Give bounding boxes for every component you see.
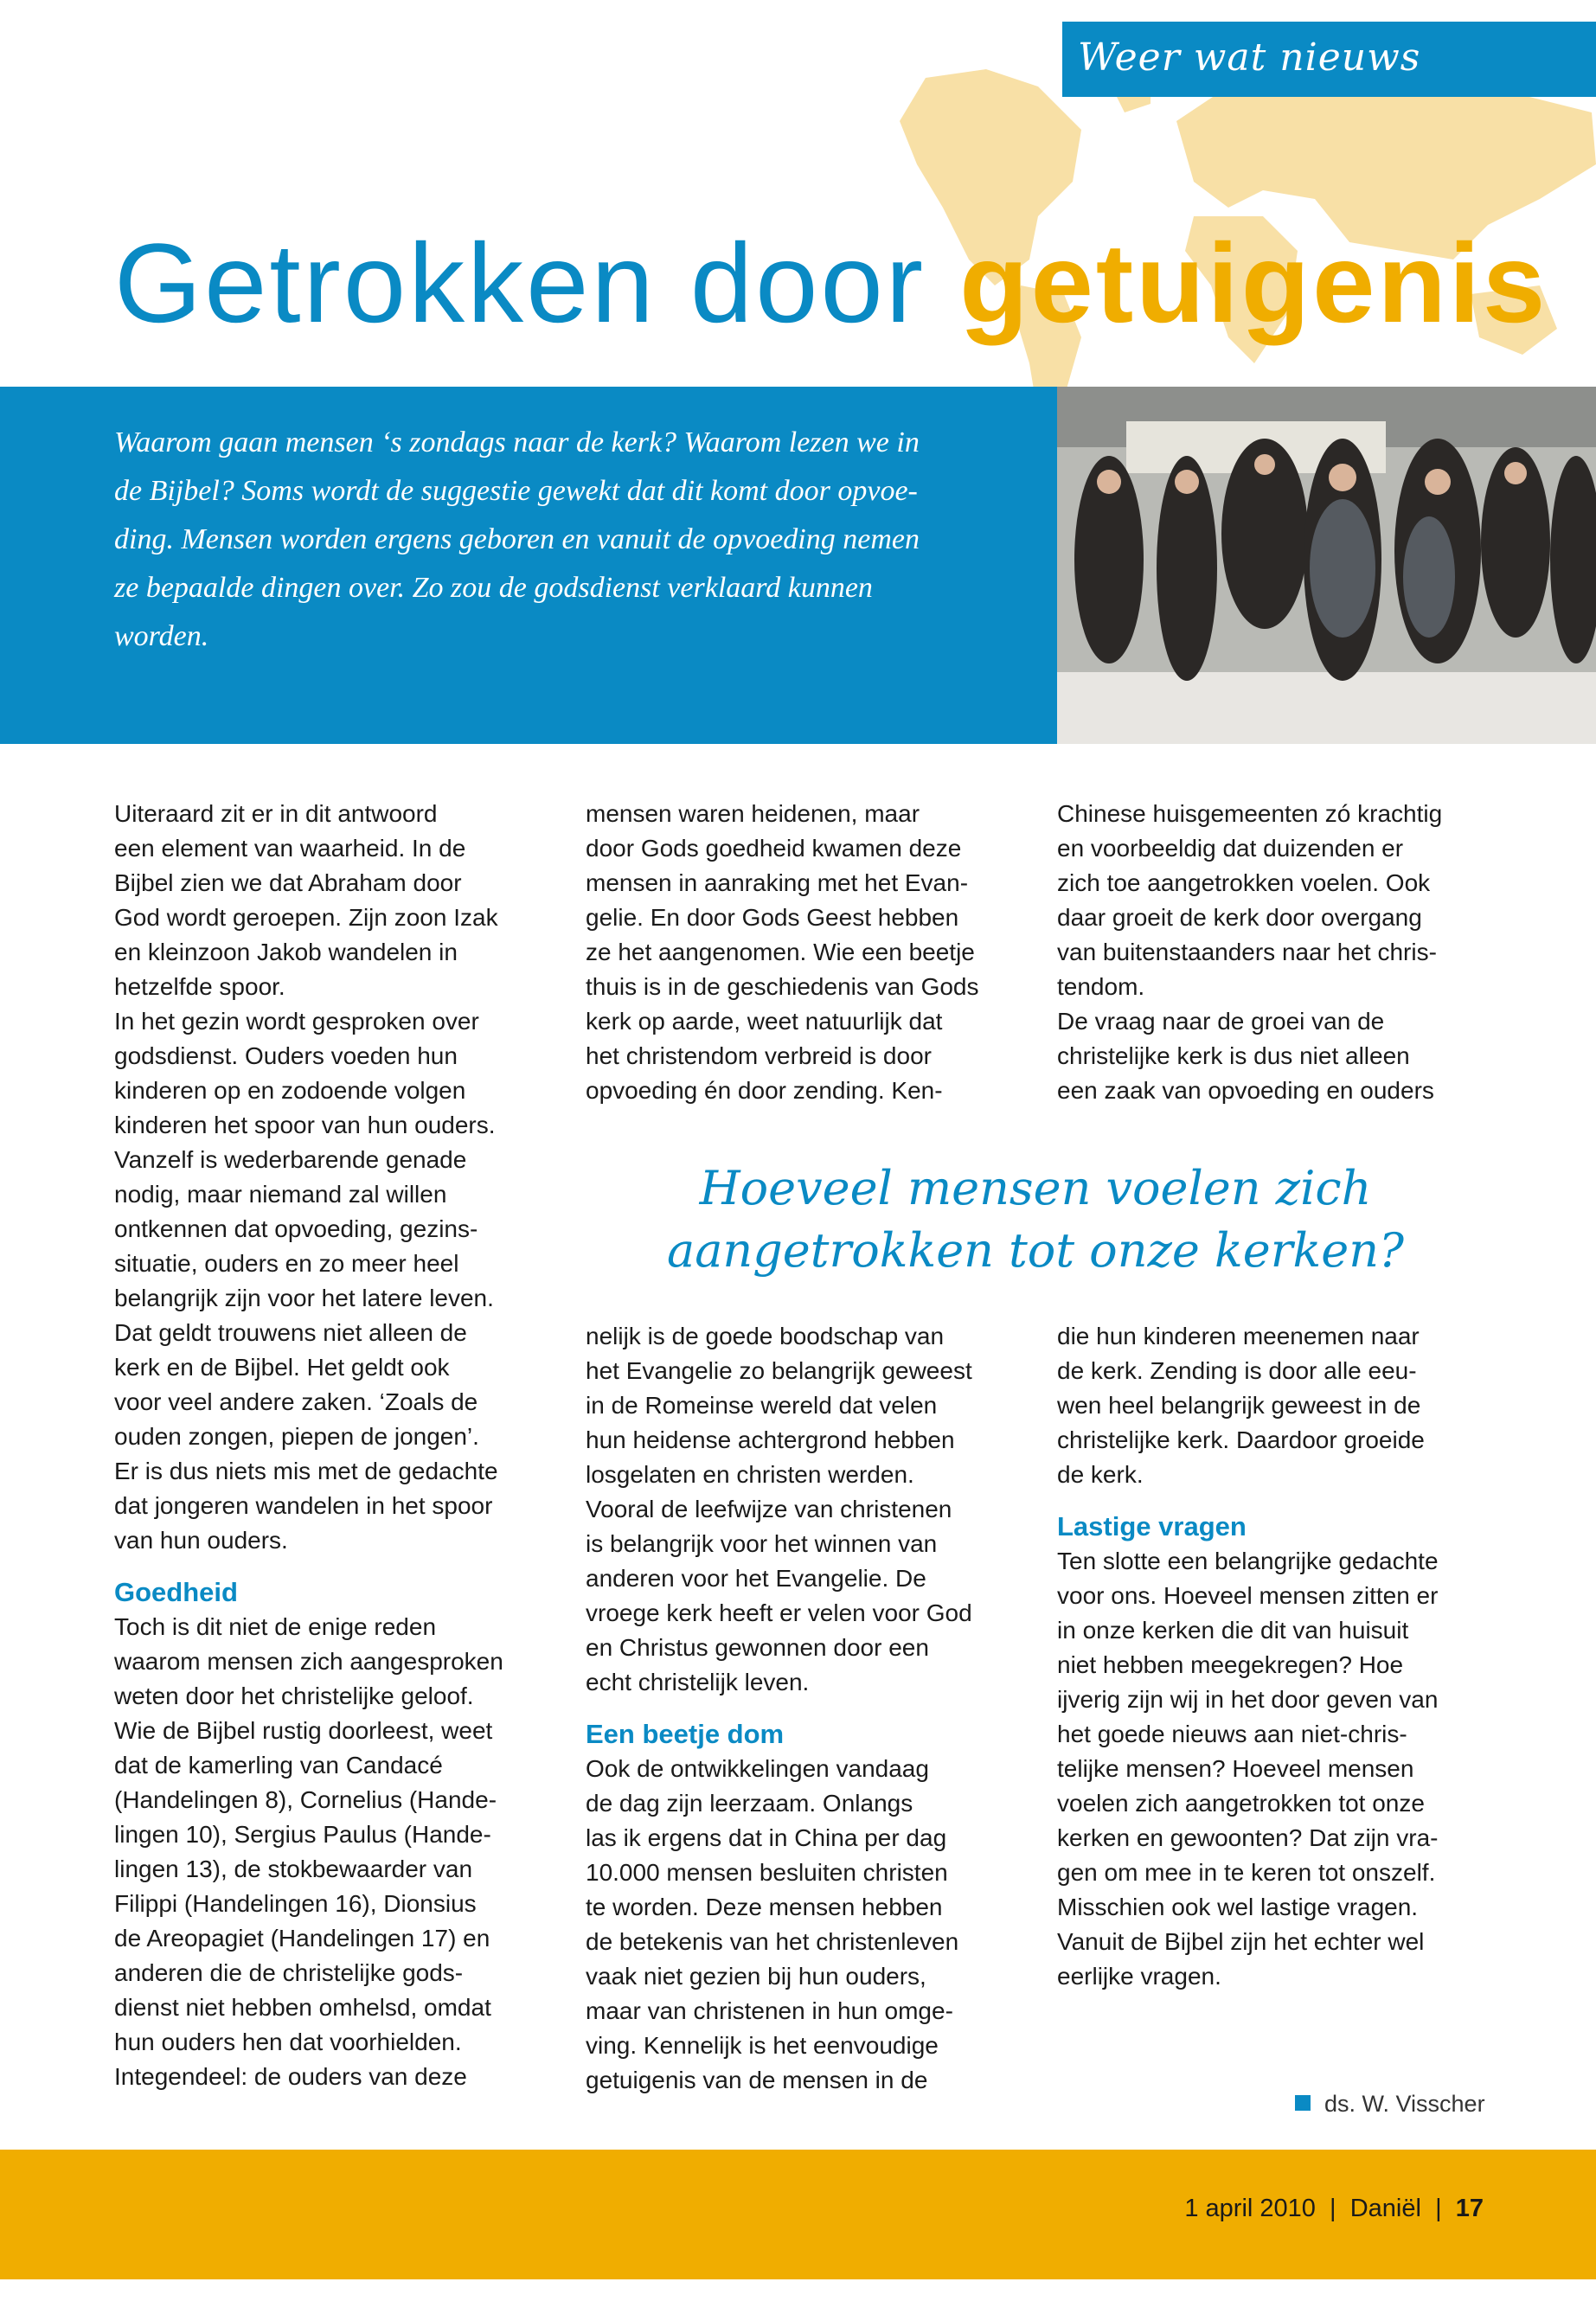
intro-line: worden. [114, 620, 209, 652]
text-line: de Areopagiet (Handelingen 17) en [114, 1925, 490, 1952]
column-3-bottom [1057, 1319, 1439, 1994]
text-line: belangrijk zijn voor het latere leven. [114, 1285, 494, 1311]
text-line: voor veel andere zaken. ‘Zoals de [114, 1388, 478, 1415]
text-line: hetzelfde spoor. [114, 973, 285, 1000]
page-number: 17 [1455, 2195, 1484, 2222]
text-line: weten door het christelijke geloof. [114, 1682, 474, 1709]
text-line: gelie. En door Gods Geest hebben [586, 904, 959, 931]
text-line: getuigenis van de mensen in de [586, 2067, 928, 2093]
author-name: ds. W. Visscher [1324, 2091, 1485, 2117]
text-line: is belangrijk voor het winnen van [586, 1530, 938, 1557]
text-line: thuis is in de geschiedenis van Gods [586, 973, 979, 1000]
text-line: Toch is dit niet de enige reden [114, 1613, 437, 1640]
intro-text [114, 419, 1031, 661]
text-line: ijverig zijn wij in het door geven van [1057, 1686, 1439, 1713]
text-line: Ook de ontwikkelingen vandaag [586, 1755, 929, 1782]
text-line: eerlijke vragen. [1057, 1963, 1221, 1990]
text-line: die hun kinderen meenemen naar [1057, 1323, 1420, 1349]
text-line: lingen 13), de stokbewaarder van [114, 1856, 473, 1882]
pull-quote-line: Hoeveel mensen voelen zich [699, 1161, 1372, 1215]
text-line: en kleinzoon Jakob wandelen in [114, 939, 458, 965]
text-line: vroege kerk heeft er velen voor God [586, 1599, 972, 1626]
footer-band [0, 2150, 1596, 2279]
text-line: las ik ergens dat in China per dag [586, 1824, 947, 1851]
text-line: kinderen op en zodoende volgen [114, 1077, 466, 1104]
crowd-photo [1057, 387, 1596, 744]
text-line: Vanuit de Bijbel zijn het echter wel [1057, 1928, 1425, 1955]
text-line: In het gezin wordt gesproken over [114, 1008, 479, 1035]
text-line: De vraag naar de groei van de [1057, 1008, 1385, 1035]
text-line: Dat geldt trouwens niet alleen de [114, 1319, 467, 1346]
pull-quote [586, 1157, 1485, 1282]
text-line: nelijk is de goede boodschap van [586, 1323, 945, 1349]
text-line: ving. Kennelijk is het eenvoudige [586, 2032, 939, 2059]
text-line: opvoeding én door zending. Ken- [586, 1077, 943, 1104]
text-line: Misschien ook wel lastige vragen. [1057, 1894, 1419, 1920]
text-line: een element van waarheid. In de [114, 835, 466, 862]
text-line: Wie de Bijbel rustig doorleest, weet [114, 1717, 493, 1744]
text-line: een zaak van opvoeding en ouders [1057, 1077, 1434, 1104]
text-line: losgelaten en christen werden. [586, 1461, 914, 1488]
intro-line: Waarom gaan mensen ‘s zondags naar de kerk? Waarom lezen we in [114, 426, 920, 458]
text-line: ontkennen dat opvoeding, gezins- [114, 1215, 478, 1242]
intro-line: ding. Mensen worden ergens geboren en vanuit de opvoeding nemen [114, 523, 920, 555]
text-line: ouden zongen, piepen de jongen’. [114, 1423, 479, 1450]
text-line: Ten slotte een belangrijke gedachte [1057, 1548, 1439, 1574]
text-line: het Evangelie zo belangrijk geweest [586, 1357, 972, 1384]
text-line: Vanzelf is wederbarende genade [114, 1146, 467, 1173]
text-line: mensen in aanraking met het Evan- [586, 869, 969, 896]
text-line: godsdienst. Ouders voeden hun [114, 1042, 458, 1069]
text-line: telijke mensen? Hoeveel mensen [1057, 1755, 1414, 1782]
separator: | [1330, 2195, 1336, 2222]
text-line: hun ouders hen dat voorhielden. [114, 2029, 462, 2055]
text-line: Bijbel zien we dat Abraham door [114, 869, 462, 896]
page-title [114, 220, 1548, 346]
text-line: God wordt geroepen. Zijn zoon Izak [114, 904, 498, 931]
text-line: hun heidense achtergrond hebben [586, 1426, 955, 1453]
title-part-1: Getrokken door [114, 220, 926, 346]
author-credit [1295, 2091, 1485, 2118]
text-line: wen heel belangrijk geweest in de [1057, 1392, 1421, 1419]
text-line: het goede nieuws aan niet-chris- [1057, 1721, 1407, 1747]
text-line: vaak niet gezien bij hun ouders, [586, 1963, 926, 1990]
text-line: voelen zich aangetrokken tot onze [1057, 1790, 1425, 1817]
text-line: (Handelingen 8), Cornelius (Hande- [114, 1786, 497, 1813]
section-heading: Goedheid [114, 1577, 238, 1607]
text-line: echt christelijk leven. [586, 1669, 810, 1695]
text-line: dat jongeren wandelen in het spoor [114, 1492, 493, 1519]
text-line: kerk en de Bijbel. Het geldt ook [114, 1354, 450, 1381]
intro-line: ze bepaalde dingen over. Zo zou de godsdienst verklaard kunnen [114, 572, 873, 604]
text-line: 10.000 mensen besluiten christen [586, 1859, 948, 1886]
text-line: kerk op aarde, weet natuurlijk dat [586, 1008, 943, 1035]
text-line: niet hebben meegekregen? Hoe [1057, 1651, 1404, 1678]
column-2-bottom [586, 1319, 972, 2098]
text-line: van hun ouders. [114, 1527, 288, 1554]
text-line: maar van christenen in hun omge- [586, 1997, 953, 2024]
text-line: en Christus gewonnen door een [586, 1634, 929, 1661]
text-line: dat de kamerling van Candacé [114, 1752, 443, 1779]
pull-quote-line: aangetrokken tot onze kerken? [667, 1223, 1404, 1278]
text-line: voor ons. Hoeveel mensen zitten er [1057, 1582, 1439, 1609]
text-line: zich toe aangetrokken voelen. Ook [1057, 869, 1431, 896]
text-line: christelijke kerk is dus niet alleen [1057, 1042, 1410, 1069]
text-line: de kerk. [1057, 1461, 1144, 1488]
section-label-box [1062, 22, 1596, 97]
text-line: ze het aangenomen. Wie een beetje [586, 939, 975, 965]
issue-date: 1 april 2010 [1184, 2195, 1316, 2222]
text-line: Filippi (Handelingen 16), Dionsius [114, 1890, 477, 1917]
text-line: kinderen het spoor van hun ouders. [114, 1112, 496, 1138]
footer-info [1184, 2195, 1484, 2223]
text-line: de dag zijn leerzaam. Onlangs [586, 1790, 913, 1817]
text-line: waarom mensen zich aangesproken [114, 1648, 503, 1675]
text-line: Uiteraard zit er in dit antwoord [114, 800, 438, 827]
magazine-name: Daniël [1349, 2195, 1421, 2222]
text-line: het christendom verbreid is door [586, 1042, 932, 1069]
text-line: de kerk. Zending is door alle eeu- [1057, 1357, 1417, 1384]
text-line: door Gods goedheid kwamen deze [586, 835, 962, 862]
text-line: in onze kerken die dit van huisuit [1057, 1617, 1409, 1644]
text-line: Er is dus niets mis met de gedachte [114, 1458, 498, 1484]
section-label: Weer wat nieuws [1078, 35, 1421, 80]
text-line: daar groeit de kerk door overgang [1057, 904, 1422, 931]
text-line: anderen voor het Evangelie. De [586, 1565, 926, 1592]
text-line: situatie, ouders en zo meer heel [114, 1250, 459, 1277]
text-line: van buitenstaanders naar het chris- [1057, 939, 1437, 965]
text-line: de betekenis van het christenleven [586, 1928, 959, 1955]
text-line: en voorbeeldig dat duizenden er [1057, 835, 1404, 862]
text-line: mensen waren heidenen, maar [586, 800, 920, 827]
text-line: Vooral de leefwijze van christenen [586, 1496, 952, 1522]
text-line: anderen die de christelijke gods- [114, 1959, 464, 1986]
square-bullet-icon [1295, 2095, 1311, 2111]
section-heading: Een beetje dom [586, 1719, 785, 1749]
intro-line: de Bijbel? Soms wordt de suggestie gewekt dat dit komt door opvoe- [114, 475, 918, 507]
text-line: nodig, maar niemand zal willen [114, 1181, 447, 1208]
text-line: gen om mee in te keren tot onszelf. [1057, 1859, 1436, 1886]
section-heading: Lastige vragen [1057, 1511, 1247, 1541]
column-2-top [586, 797, 979, 1108]
title-part-2: getuigenis [959, 220, 1548, 346]
text-line: tendom. [1057, 973, 1145, 1000]
column-1 [114, 797, 503, 2094]
text-line: dienst niet hebben omhelsd, omdat [114, 1994, 491, 2021]
text-line: lingen 10), Sergius Paulus (Hande- [114, 1821, 491, 1848]
text-line: kerken en gewoonten? Dat zijn vra- [1057, 1824, 1439, 1851]
column-3-top [1057, 797, 1442, 1108]
text-line: Integendeel: de ouders van deze [114, 2063, 467, 2090]
text-line: christelijke kerk. Daardoor groeide [1057, 1426, 1425, 1453]
text-line: te worden. Deze mensen hebben [586, 1894, 943, 1920]
text-line: Chinese huisgemeenten zó krachtig [1057, 800, 1443, 827]
text-line: in de Romeinse wereld dat velen [586, 1392, 938, 1419]
separator: | [1435, 2195, 1442, 2222]
